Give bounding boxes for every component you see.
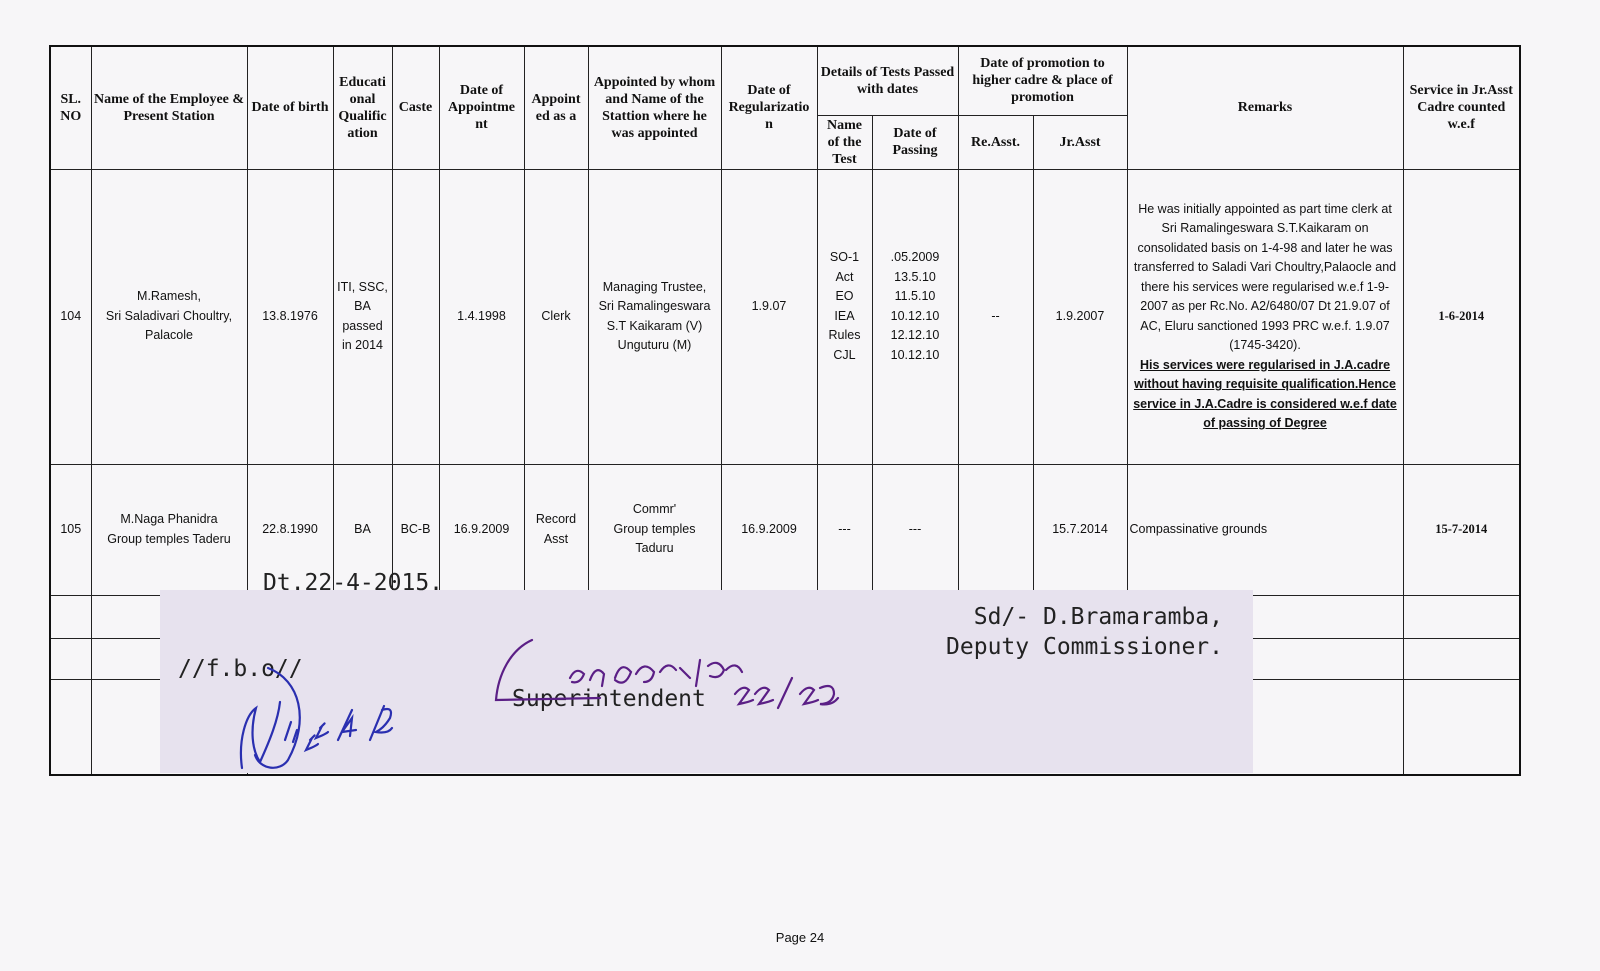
test-date: 10.12.10 (890, 347, 940, 362)
name-line: M.Ramesh, (137, 289, 201, 304)
header-appointed-as: Appoint ed as a (524, 46, 588, 169)
cell-date-of-appointment: 16.9.2009 (439, 464, 524, 595)
test-date: .05.2009 (890, 250, 940, 264)
page-number: Page 24 (775, 930, 825, 945)
cut-off-date-text: Dt.22-4-2015. (263, 570, 444, 596)
test-name: CJL (833, 347, 856, 362)
test-date: --- (908, 521, 922, 536)
remarks-underlined-text: His services were regularised in J.A.cadre without having requisite qualification.Hence service in J.A.Cadre is considered w.e.f date of passing of Degree (1133, 357, 1397, 430)
cell-education (333, 169, 392, 464)
header-date-of-birth: Date of birth (247, 46, 333, 169)
test-date: 10.12.10 (890, 308, 940, 323)
cell-appointed-as (524, 464, 588, 595)
header-caste: Caste (392, 46, 439, 169)
header-jr-asst: Jr.Asst (1033, 115, 1127, 169)
test-name: SO-1 (829, 250, 860, 264)
table-row (50, 169, 1520, 464)
test-name: IEA (834, 308, 855, 323)
cell-sl-no: 105 (50, 464, 91, 595)
test-name: Act (835, 269, 854, 284)
header-re-asst: Re.Asst. (958, 115, 1033, 169)
name-line: Palacole (145, 328, 193, 343)
edu-line: passed (342, 318, 383, 333)
cell-service-wef: 1-6-2014 (1403, 169, 1520, 464)
cell-re-asst: -- (958, 169, 1033, 464)
cell-remarks (1127, 169, 1403, 464)
appointed-by-line: Managing Trustee, (602, 279, 707, 294)
fbo-text: //f.b.o// (178, 656, 303, 682)
appointed-as-line: Record (535, 512, 577, 526)
header-test-date: Date of Passing (872, 115, 958, 169)
remarks-text: He was initially appointed as part time clerk at Sri Ramalingeswara S.T.Kaikaram on consolidated basis on 1-4-98 and later he was transferred to Saladi Vari Choultry,Palaocle and there his services were regularised w.e.f 1-9-2007 as per Rc.No. A2/6480/07 Dt 21.9.07 of AC, Eluru sanctioned 1993 PRC w.e.f. 1.9.07 (1745-3420). (1133, 201, 1397, 352)
appointed-by-line: Group temples (613, 521, 696, 536)
appointed-by-line: Taduru (635, 541, 674, 556)
cell-jr-asst: 15.7.2014 (1033, 464, 1127, 595)
pasted-signature-block (160, 570, 1253, 773)
cell-test-dates (872, 464, 958, 595)
cell-employee-name (91, 464, 247, 595)
cell-date-of-birth: 13.8.1976 (247, 169, 333, 464)
remarks-text: Compassinative grounds (1129, 521, 1268, 536)
cell-date-of-regularization: 1.9.07 (721, 169, 817, 464)
test-date: 13.5.10 (894, 269, 936, 284)
appointed-by-line: Sri Ramalingeswara (598, 299, 711, 313)
appointed-as-line: Clerk (541, 308, 571, 323)
header-sl-no: SL. NO (50, 46, 91, 169)
test-name: EO (835, 289, 854, 303)
cell-employee-name (91, 169, 247, 464)
cell-date-of-regularization: 16.9.2009 (721, 464, 817, 595)
edu-line: in 2014 (341, 338, 383, 352)
test-name: Rules (828, 328, 861, 342)
appointed-by-line: Commr' (632, 502, 677, 517)
header-education: Educati onal Qualific ation (333, 46, 392, 169)
cell-caste: BC-B (392, 464, 439, 595)
cell-appointed-as (524, 169, 588, 464)
header-remarks: Remarks (1127, 46, 1403, 169)
header-tests-group: Details of Tests Passed with dates (817, 46, 958, 115)
signatory-title: Deputy Commissioner. (946, 634, 1223, 660)
cell-appointed-by (588, 464, 721, 595)
cell-test-names (817, 169, 872, 464)
blue-initials-signature (241, 668, 392, 768)
cell-test-dates (872, 169, 958, 464)
name-line: Sri Saladivari Choultry, (105, 308, 233, 323)
edu-line: BA (354, 521, 371, 536)
header-test-name: Name of the Test (817, 115, 872, 169)
cell-jr-asst: 1.9.2007 (1033, 169, 1127, 464)
superintendent-label: Superintendent (512, 686, 706, 712)
cell-date-of-birth: 22.8.1990 (247, 464, 333, 595)
signatory-name: Sd/- D.Bramaramba, (973, 604, 1223, 630)
cell-test-names (817, 464, 872, 595)
header-appointed-by: Appointed by whom and Name of the Stattion where he was appointed (588, 46, 721, 169)
cell-service-wef: 15-7-2014 (1403, 464, 1520, 595)
test-date: 11.5.10 (894, 289, 936, 303)
edu-line: ITI, SSC, (337, 279, 388, 294)
cell-remarks (1127, 464, 1403, 595)
appointed-by-line: Unguturu (M) (617, 338, 692, 352)
cell-appointed-by (588, 169, 721, 464)
cell-re-asst (958, 464, 1033, 595)
cell-date-of-appointment: 1.4.1998 (439, 169, 524, 464)
appointed-as-line: Asst (543, 531, 569, 546)
header-service: Service in Jr.Asst Cadre counted w.e.f (1403, 46, 1520, 169)
cell-sl-no: 104 (50, 169, 91, 464)
test-date: 12.12.10 (890, 328, 940, 342)
cell-caste (392, 169, 439, 464)
test-name: --- (838, 521, 851, 536)
handwritten-signatures (160, 590, 1253, 773)
header-date-of-appointment: Date of Appointme nt (439, 46, 524, 169)
header-promotion-group: Date of promotion to higher cadre & place of promotion (958, 46, 1127, 115)
violet-superintendent-signature (496, 640, 838, 708)
appointed-by-line: S.T Kaikaram (V) (606, 318, 703, 333)
edu-line: BA (354, 299, 371, 313)
header-date-of-regularization: Date of Regularizatio n (721, 46, 817, 169)
name-line: M.Naga Phanidra (120, 512, 218, 526)
header-employee-name: Name of the Employee & Present Station (91, 46, 247, 169)
name-line: Group temples Taderu (107, 531, 231, 546)
